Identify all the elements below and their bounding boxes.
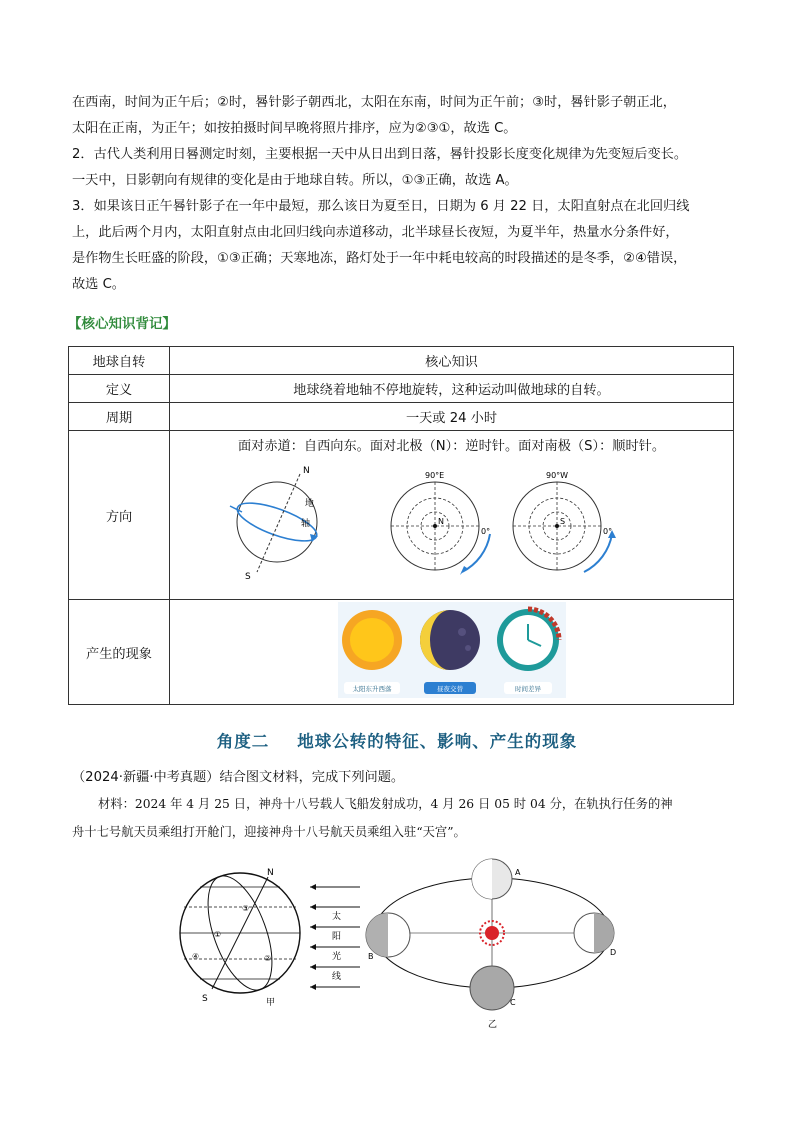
north-view-top-label: 90°E bbox=[424, 471, 444, 480]
jia-point-2: ② bbox=[264, 954, 272, 963]
tilted-globe-diagram bbox=[230, 466, 321, 582]
jia-point-4: ④ bbox=[192, 952, 200, 961]
sunlight-arrows bbox=[310, 884, 360, 990]
south-view-side-label: 0° bbox=[602, 527, 612, 536]
earth-position-b bbox=[366, 913, 410, 961]
definition-label: 定义 bbox=[69, 375, 170, 403]
jia-point-3: ③ bbox=[242, 904, 250, 913]
direction-cell bbox=[170, 431, 734, 600]
north-view-side-label: 0° bbox=[480, 527, 490, 536]
jia-n-label: N bbox=[267, 868, 274, 878]
axis-label-1: 地 bbox=[304, 499, 314, 509]
phenomena-illustrations bbox=[338, 602, 566, 698]
answer-line: 2．古代人类利用日晷测定时刻，主要根据一天中从日出到日落，晷针投影长度变化规律为先变短后变长。 bbox=[72, 147, 688, 162]
phenomena-cell bbox=[170, 600, 734, 705]
south-view-center-label: S bbox=[559, 517, 565, 526]
south-view-top-label: 90°W bbox=[545, 471, 568, 480]
orbit-yi bbox=[366, 859, 616, 1030]
jia-s-label: S bbox=[202, 994, 208, 1004]
earth-position-c bbox=[470, 966, 516, 1010]
period-label: 周期 bbox=[69, 403, 170, 431]
position-b-label: B bbox=[368, 952, 374, 961]
answer-line: 3．如果该日正午晷针影子在一年中最短，那么该日为夏至日，日期为 6 月 22 日，太阳直射点在北回归线 bbox=[72, 199, 690, 214]
answer-line: 上，此后两个月内，太阳直射点由北回归线向赤道移动，北半球昼长夜短，为夏半年，热量水分条件好， bbox=[72, 225, 679, 240]
answer-line: 是作物生长旺盛的阶段，①③正确；天寒地冻，路灯处于一年中耗电较高的时段描述的是冬季，②④错误， bbox=[72, 251, 687, 266]
rotation-diagrams bbox=[172, 454, 732, 584]
direction-value: 面对赤道：自西向东。面对北极（N）：逆时针。面对南极（S）：顺时针。 bbox=[237, 439, 666, 454]
period-value: 一天或 24 小时 bbox=[170, 403, 734, 431]
definition-value: 地球绕着地轴不停地旋转，这种运动叫做地球的自转。 bbox=[170, 375, 734, 403]
north-view-center-label: N bbox=[437, 517, 444, 526]
knowledge-table bbox=[68, 346, 734, 705]
table-header-left: 地球自转 bbox=[69, 347, 170, 375]
sunlight-label-3: 光 bbox=[332, 952, 342, 962]
material-line: 舟十七号航天员乘组打开舱门，迎接神舟十八号航天员乘组入驻“天宫”。 bbox=[72, 825, 466, 839]
south-pole-view bbox=[513, 471, 616, 572]
jia-point-1: ① bbox=[214, 930, 222, 939]
earth-position-d bbox=[574, 913, 616, 957]
heading-part1: 角度二 bbox=[216, 732, 270, 751]
axis-label-2: 轴 bbox=[300, 519, 310, 529]
day-night-icon bbox=[420, 610, 480, 670]
clock-icon bbox=[497, 609, 559, 671]
jia-caption: 甲 bbox=[266, 998, 276, 1008]
sunlight-label-2: 阳 bbox=[332, 932, 342, 942]
direction-label: 方向 bbox=[69, 431, 170, 600]
phenomenon-label: 时间差异 bbox=[514, 685, 541, 693]
answer-line: 在西南，时间为正午后；②时，晷针影子朝西北，太阳在东南，时间为正午前；③时，晷针影子朝正北， bbox=[72, 95, 676, 110]
orbit-figure bbox=[170, 855, 640, 1033]
answer-line: 太阳在正南，为正午；如按拍摄时间早晚将照片排序，应为②③①，故选 C。 bbox=[72, 121, 517, 136]
position-c-label: C bbox=[510, 998, 516, 1007]
table-header-right: 核心知识 bbox=[170, 347, 734, 375]
question-intro: （2024·新疆·中考真题）结合图文材料，完成下列问题。 bbox=[72, 770, 405, 785]
answer-line: 故选 C。 bbox=[72, 277, 125, 292]
sunlight-label-1: 太 bbox=[332, 912, 342, 922]
sun-icon bbox=[342, 610, 402, 670]
globe-s-label: S bbox=[244, 572, 251, 582]
phenomenon-label: 太阳东升西落 bbox=[352, 685, 391, 693]
position-a-label: A bbox=[515, 868, 521, 877]
answer-explanations bbox=[72, 90, 737, 298]
phenomenon-label: 昼夜交替 bbox=[436, 685, 463, 693]
globe-jia bbox=[180, 868, 300, 1008]
question-material bbox=[72, 790, 732, 846]
answer-line: 一天中，日影朝向有规律的变化是由于地球自转。所以，①③正确，故选 A。 bbox=[72, 173, 518, 188]
material-line: 材料：2024 年 4 月 25 日，神舟十八号载人飞船发射成功，4 月 26 日 05 时 04 分，在轨执行任务的神 bbox=[98, 797, 673, 811]
sunlight-label-4: 线 bbox=[332, 972, 342, 982]
north-pole-view bbox=[391, 471, 490, 575]
globe-n-label: N bbox=[302, 466, 310, 476]
section-label: 【核心知识背记】 bbox=[68, 316, 176, 332]
yi-caption: 乙 bbox=[488, 1020, 498, 1030]
section-heading bbox=[0, 728, 794, 752]
heading-part2: 地球公转的特征、影响、产生的现象 bbox=[297, 732, 578, 751]
phenomena-label: 产生的现象 bbox=[69, 600, 170, 705]
position-d-label: D bbox=[610, 948, 617, 957]
